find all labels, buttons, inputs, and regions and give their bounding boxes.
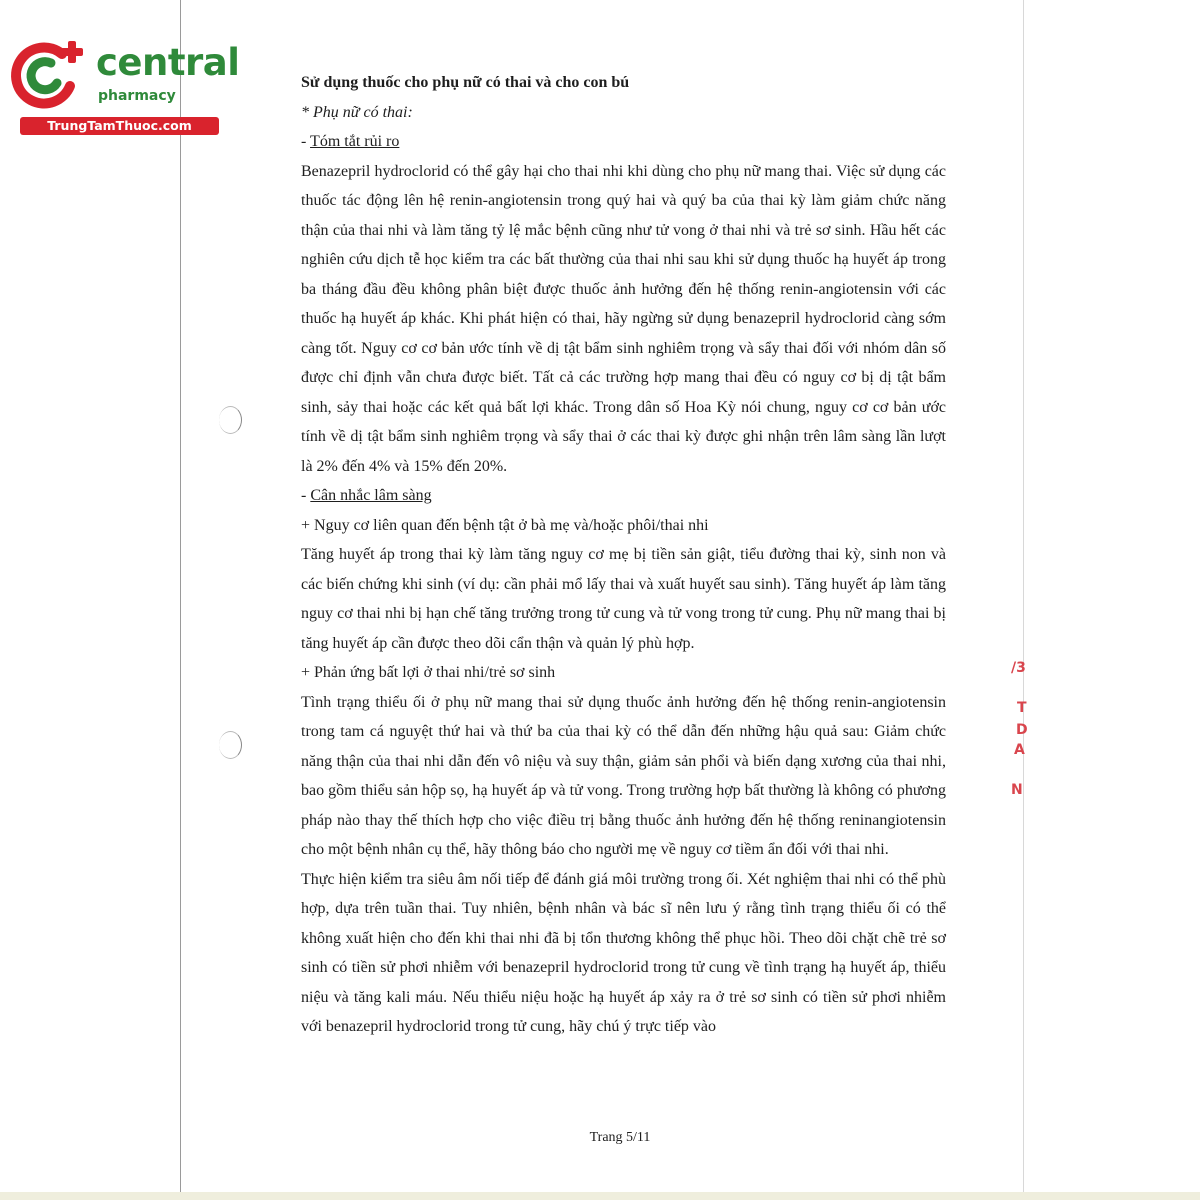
central-pharmacy-logo <box>10 38 240 138</box>
stamp-text-1: /3 <box>1011 660 1026 676</box>
section2-title: Cân nhắc lâm sàng <box>310 487 432 504</box>
stamp-text-3: D <box>1016 722 1028 738</box>
stamp-text-2: T <box>1017 700 1027 716</box>
subheading: * Phụ nữ có thai: <box>301 103 413 121</box>
subsection-maternal-risk: + Nguy cơ liên quan đến bệnh tật ở bà mẹ và/hoặc phôi/thai nhi <box>301 516 709 534</box>
pharmacy-cross-logo-icon <box>10 38 88 110</box>
section-heading: Sử dụng thuốc cho phụ nữ có thai và cho con bú <box>301 74 630 91</box>
page-number: Trang 5/11 <box>589 1130 651 1145</box>
section1-title-line: - Tóm tắt rủi ro <box>301 133 400 150</box>
stamp-fragment <box>1011 660 1033 820</box>
document-body <box>301 68 946 1042</box>
paragraph-maternal-risk: Tăng huyết áp trong thai kỳ làm tăng nguy cơ mẹ bị tiền sản giật, tiểu đường thai kỳ, sinh non và các biến chứng khi sinh (ví dụ: cần phải mổ lấy thai và xuất huyết sau sinh). Tăng huyết áp làm tăng nguy cơ thai nhi bị hạn chế tăng trưởng trong tử cung và tử vong trong tử cung. Phụ nữ mang thai bị tăng huyết áp cần được theo dõi cẩn thận và quản lý phù hợp. <box>301 546 946 652</box>
bottom-strip <box>0 1192 1200 1200</box>
section2-title-line: - Cân nhắc lâm sàng <box>301 487 432 504</box>
logo-name: central <box>96 41 240 84</box>
punch-hole-top <box>219 406 242 434</box>
logo-url-banner[interactable]: TrungTamThuoc.com <box>20 117 219 135</box>
stamp-text-5: N <box>1011 782 1023 798</box>
subsection-fetal-adverse: + Phản ứng bất lợi ở thai nhi/trẻ sơ sinh <box>301 664 556 681</box>
paragraph-fetal-adverse: Tình trạng thiểu ối ở phụ nữ mang thai sử dụng thuốc ảnh hưởng đến hệ thống renin-angiotensin trong tam cá nguyệt thứ hai và thứ ba của thai kỳ có thể dẫn đến những hậu quả sau: Giảm chức năng thận của thai nhi dẫn đến vô niệu và suy thận, giảm sản phổi và biến dạng xương của thai nhi, bao gồm thiểu sản hộp sọ, hạ huyết áp và tử vong. Trong trường hợp bất thường là không có phương pháp nào thay thế thích hợp cho việc điều trị bằng thuốc ảnh hưởng đến hệ thống reninangiotensin cho một bệnh nhân cụ thể, hãy thông báo cho người mẹ về nguy cơ tiềm ẩn đối với thai nhi. <box>301 693 946 858</box>
punch-hole-bottom <box>219 731 242 759</box>
section1-title: Tóm tắt rủi ro <box>310 133 400 150</box>
paragraph-risk-summary: Benazepril hydroclorid có thể gây hại cho thai nhi khi dùng cho phụ nữ mang thai. Việc sử dụng các thuốc tác động lên hệ renin-angiotensin trong quý hai và quý ba của thai kỳ làm giảm chức năng thận của thai nhi và làm tăng tỷ lệ mắc bệnh cũng như tử vong ở thai nhi và trẻ sơ sinh. Hầu hết các nghiên cứu dịch tễ học kiểm tra các bất thường của thai nhi sau khi sử dụng thuốc hạ huyết áp trong ba tháng đầu đều không phân biệt được thuốc ảnh hưởng đến hệ thống renin-angiotensin với các thuốc hạ huyết áp khác. Khi phát hiện có thai, hãy ngừng sử dụng benazepril hydroclorid càng sớm càng tốt. Nguy cơ cơ bản ước tính về dị tật bẩm sinh nghiêm trọng và sẩy thai đối với nhóm dân số được chỉ định vẫn chưa được biết. Tất cả các trường hợp mang thai đều có nguy cơ bị dị tật bẩm sinh, sảy thai hoặc các kết quả bất lợi khác. Trong dân số Hoa Kỳ nói chung, nguy cơ cơ bản ước tính về dị tật bẩm sinh nghiêm trọng và sẩy thai ở các thai kỳ được ghi nhận trên lâm sàng lần lượt là 2% đến 4% và 15% đến 20%. <box>301 162 946 475</box>
paragraph-ultrasound: Thực hiện kiểm tra siêu âm nối tiếp để đánh giá môi trường trong ối. Xét nghiệm thai nhi có thể phù hợp, dựa trên tuần thai. Tuy nhiên, bệnh nhân và bác sĩ nên lưu ý rằng tình trạng thiểu ối có thể không xuất hiện cho đến khi thai nhi đã bị tổn thương không thể phục hồi. Theo dõi chặt chẽ trẻ sơ sinh có tiền sử phơi nhiễm với benazepril hydroclorid trong tử cung về tình trạng hạ huyết áp, thiểu niệu và tăng kali máu. Nếu thiểu niệu hoặc hạ huyết áp xảy ra ở trẻ sơ sinh có tiền sử phơi nhiễm với benazepril hydroclorid trong tử cung, hãy chú ý trực tiếp vào <box>301 870 946 1035</box>
logo-subtitle: pharmacy <box>98 88 176 104</box>
stamp-text-4: A <box>1014 742 1025 758</box>
